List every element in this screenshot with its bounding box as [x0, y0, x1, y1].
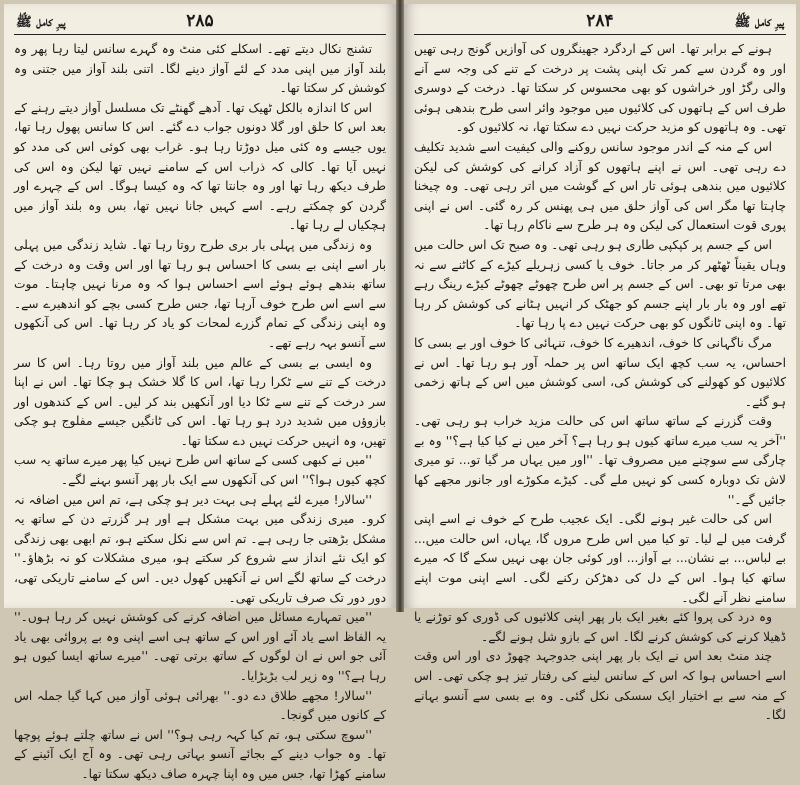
paragraph: ''میں تمہارے مسائل میں اضافہ کرنے کی کوشش نہیں کر رہا ہوں۔'' یہ الفاظ اسے یاد آئے اور اس کے ساتھ ہی اسے اپنی وہ بے پروائی بھی یاد آئی جو اس نے ان لوگوں کے ساتھ برتی تھی۔ ''میرے ساتھ ایسا کیوں ہو رہا ہے؟'' وہ زیر لب بڑبڑایا۔ — [14, 610, 386, 683]
left-page-text — [14, 40, 386, 781]
paragraph: اس کے منہ کے اندر موجود سانس روکنے والی کیفیت اسے شدید تکلیف دے رہی تھی۔ اس نے اپنے ہاتھوں کو آزاد کرانے کی کوشش کی لیکن کلائیوں میں بندھی ہوئی تار اس کے گوشت میں اتر رہی تھی۔ وہ چیخنا چاہتا تھا مگر اس کی آواز حلق میں ہی پھنس کر رہ گئی۔ اس نے اپنی پوری قوت استعمال کی لیکن وہ ہر طرح سے ناکام رہا تھا۔ — [414, 139, 786, 233]
left-page-header — [14, 10, 386, 35]
right-page — [404, 4, 796, 723]
left-page-number: ۲۸۵ — [186, 11, 214, 31]
paragraph: تشنج نکال دیتے تھے۔ اسکلے کئی منٹ وہ گہرے سانس لیتا رہا پھر وہ بلند آواز میں اپنی مدد کے لئے آواز دینے لگا۔ اتنی بلند آواز میں جتنی وہ کوشش کر سکتا تھا۔ — [14, 42, 386, 96]
right-page-text — [414, 40, 786, 723]
paragraph: چند منٹ بعد اس نے ایک بار پھر اپنی جدوجہد چھوڑ دی اور اس وقت اسے احساس ہوا کہ اس کے سانس لینے کی رفتار تیز ہو چکی تھی۔ اس کے منہ سے بے اختیار ایک سسکی نکل گئی۔ وہ بے بسی سے آنسو بہانے لگا۔ — [414, 649, 786, 723]
paragraph: وہ ایسی بے بسی کے عالم میں بلند آواز میں روتا رہا۔ اس کا سر درخت کے تنے سے ٹکرا رہا تھا، اس کا گلا خشک ہو چکا تھا۔ اس نے اپنا سر درخت کے تنے سے ٹکا دیا اور آنکھیں بند کر لیں۔ اس کے کندھوں اور بازوؤں میں شدید درد ہو رہا تھا۔ اس کی ٹانگیں جیسے مفلوج ہو چکی تھیں، وہ انہیں حرکت نہیں دے سکتا تھا۔ — [14, 355, 386, 448]
paragraph: اس کے جسم پر کپکپی طاری ہو رہی تھی۔ وہ صبح تک اس حالت میں وہاں یقیناً ٹھٹھر کر مر جاتا۔ خوف یا کسی زہریلے کیڑے کے کاٹنے سے نہ بھی مرتا تو بھی۔ اس کے جسم پر اس طرح چھوٹے چھوٹے کیڑے رینگ رہے تھے اور وہ بار بار اپنے جسم کو جھٹک کر انہیں ہٹانے کی کوشش کر رہا تھا۔ وہ اپنی ٹانگوں کو بھی حرکت نہیں دے پا رہا تھا۔ — [414, 237, 786, 331]
paragraph: ہونے کے برابر تھا۔ اس کے اردگرد جھینگروں کی آوازیں گونج رہی تھیں اور وہ گردن سے کمر تک اپنی پشت پر درخت کے تنے کی وجہ سے آنے والی رگڑ اور خراشوں کو بھی محسوس کر سکتا تھا۔ درخت کے دوسری طرف اس کے ہاتھوں کی کلائیوں میں موجود وائر اسی طرح بندھی ہوئی تھی۔ وہ ہاتھوں کو مزید حرکت نہیں دے سکتا تھا، نہ کلائیوں کو۔ — [414, 42, 786, 135]
paragraph: ''سوچ سکتی ہو، تم کیا کہہ رہی ہو؟'' اس نے ساتھ چلتے ہوئے پوچھا تھا۔ وہ جواب دینے کے بجائے آنسو بہاتی رہی تھی۔ وہ آج ایک آئینے کے سامنے کھڑا تھا، جس میں وہ اپنا چہرہ صاف دیکھ سکتا تھا۔ — [14, 727, 386, 781]
left-page — [4, 4, 396, 781]
paragraph: ''سالار! میرے لئے پہلے ہی بہت دیر ہو چکی ہے، تم اس میں اضافہ نہ کرو۔ میری زندگی میں بہت مشکل ہے اور ہر گزرتے دن کے ساتھ یہ مشکل بڑھتی جا رہی ہے۔ تم اس سے نکل سکتے ہو، تم ابھی بھی زندگی کو ایک نئے انداز سے شروع کر سکتے ہو، میری مشکلات کو نہ بڑھاؤ۔'' درخت کے ساتھ لگے اس نے آنکھیں کھول دیں۔ اس کے سامنے تاریکی تھی، دور دور تک صرف تاریکی تھی۔ — [14, 492, 386, 605]
paragraph: اس کا اندازہ بالکل ٹھیک تھا۔ آدھے گھنٹے تک مسلسل آواز دیتے رہنے کے بعد اس کا حلق اور گلا دونوں جواب دے گئے۔ اس کا سانس پھول رہا تھا، یوں جیسے وہ کئی میل دوڑتا رہا ہو۔ غراب بھی کوئی اس کی مدد کو نہیں آیا تھا۔ کالی کہ ذراب اس کے سامنے نہیں تھا لیکن وہ اس کی طرف دیکھ رہا تھا اور وہ جانتا تھا کہ وہ کیسا ہوگا۔ اس کے چہرے اور گردن کو چمکتے رہے۔ اسے کہیں جانا نہیں تھا، بس وہ بلند آواز میں ہچکیاں لے رہا تھا۔ — [14, 100, 386, 233]
paragraph: ''سالار! مجھے طلاق دے دو۔'' بھرائی ہوئی آواز میں کہا گیا جملہ اس کے کانوں میں گونجا۔ — [14, 688, 386, 723]
left-book-title: پیرِ کامل ﷺ — [16, 15, 66, 30]
paragraph: وہ درد کی پروا کئے بغیر ایک بار پھر اپنی کلائیوں کی ڈوری کو توڑنے یا ڈھیلا کرنے کی کوشش کرنے لگا۔ اس کے بازو شل ہونے لگے۔ — [414, 610, 786, 644]
paragraph: مرگ ناگہانی کا خوف، اندھیرے کا خوف، تنہائی کا خوف اور بے بسی کا احساس، یہ سب کچھ ایک ساتھ اس پر حملہ آور ہو رہا تھا۔ اس نے کلائیوں کو کھولنے کی کوشش کی، اسی کوشش میں اس کے ہاتھ زخمی ہو گئے۔ — [414, 335, 786, 409]
paragraph: ''میں نے کبھی کسی کے ساتھ اس طرح نہیں کیا پھر میرے ساتھ یہ سب کچھ کیوں ہوا؟'' اس کی آنکھوں سے ایک بار پھر آنسو بہنے لگے۔ — [14, 453, 386, 488]
paragraph: وقت گزرنے کے ساتھ ساتھ اس کی حالت مزید خراب ہو رہی تھی۔ ''آخر یہ سب میرے ساتھ کیوں ہو رہا ہے؟ آخر میں نے کیا کیا ہے؟'' وہ بے چارگی سے سوچنے میں مصروف تھا۔ ''اور میں یہاں مر گیا تو... تو میری لاش تک دوبارہ کسی کو نہیں ملے گی۔ کیڑے مکوڑے اور جانور مجھے کھا جائیں گے۔'' — [414, 414, 786, 507]
paragraph: اس کی حالت غیر ہونے لگی۔ ایک عجیب طرح کے خوف نے اسے اپنی گرفت میں لے لیا۔ تو کیا میں اس طرح مروں گا، یہاں، اس حالت میں... بے لباس... بے نشان... بے آواز... اور کوئی جان بھی نہیں سکے گا کہ میرے ساتھ کیا ہوا۔ اس کے دل کی دھڑکن رکنے لگی۔ اسے اپنی موت اپنے سامنے نظر آنے لگی۔ — [414, 512, 786, 605]
paragraph: وہ زندگی میں پہلی بار بری طرح روتا رہا تھا۔ شاید زندگی میں پہلی بار اسے اپنی بے بسی کا احساس ہو رہا تھا اور اس وقت وہ درخت کے ساتھ بندھے ہوئے ہوئے اسے احساس ہوا کہ وہ مرنا نہیں چاہتا۔ موت سے اسے اس طرح خوف آرہا تھا، جس طرح کسی بچے کو اندھیرے سے۔ وہ اپنی زندگی کے تمام گزرے لمحات کو یاد کر رہا تھا۔ اس کی آنکھوں سے آنسو بہہ رہے تھے۔ — [14, 237, 386, 350]
book-gutter — [396, 0, 404, 612]
right-page-number: ۲۸۴ — [586, 11, 614, 31]
right-page-header — [414, 10, 786, 35]
right-book-title: پیرِ کامل ﷺ — [734, 15, 784, 30]
